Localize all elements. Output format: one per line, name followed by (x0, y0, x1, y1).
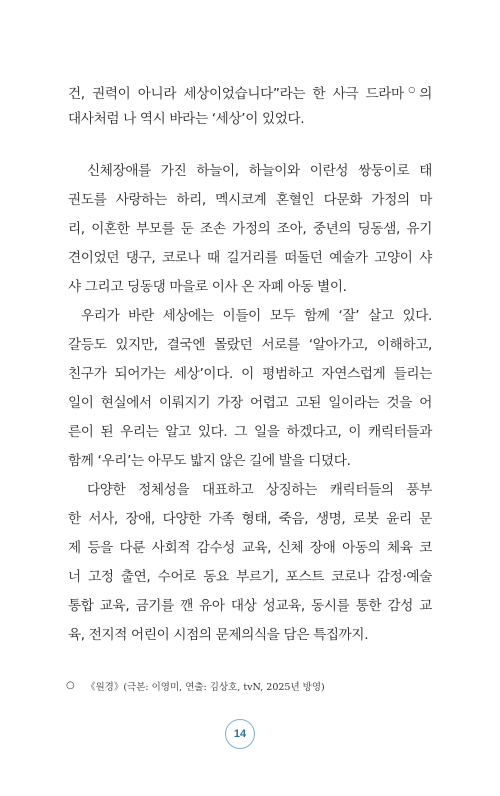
body-line: 리, 이혼한 부모를 둔 조손 가정의 조아, 중년의 딩동샘, 유기 (68, 221, 432, 237)
body-line: 샤 그리고 딩동댕 마을로 이사 온 자폐 아동 별이. (68, 279, 347, 295)
body-line (68, 80, 432, 104)
body-line: 다양한 정체성을 대표하고 상징하는 캐릭터들의 풍부 (87, 482, 432, 498)
body-line: 신체장애를 가진 하늘이, 하늘이와 이란성 쌍둥이로 태 (87, 163, 432, 179)
footnote-reference: ○ (404, 85, 419, 94)
body-line: 육, 전지적 어린이 시점의 문제의식을 담은 특집까지. (68, 627, 369, 643)
body-line: 갈등도 있지만, 결국엔 몰랐던 서로를 ‘알아가고, 이해하고, (68, 337, 432, 353)
body-line: 견이었던 댕구, 코로나 때 길거리를 떠돌던 예술가 고양이 샤 (68, 250, 432, 266)
body-line: 른이 된 우리는 알고 있다. 그 일을 하겠다고, 이 캐릭터들과 (68, 424, 432, 440)
body-line: 함께 ‘우리’는 아무도 밟지 않은 길에 발을 디뎠다. (68, 453, 351, 469)
footnote-text: 《원경》(극본: 이영미, 연출: 김상호, tvN, 2025년 방영) (86, 682, 325, 693)
page-number-badge (225, 719, 255, 749)
body-line: 통합 교육, 금기를 깬 유아 대상 성교육, 동시를 통한 감성 교 (68, 598, 432, 614)
footnote-mark: ○ (66, 680, 75, 691)
body-line: 친구가 되어가는 세상’이다. 이 평범하고 자연스럽게 들리는 (68, 366, 432, 382)
body-line: 너 고정 출연, 수어로 동요 부르기, 포스트 코로나 감정·예술 (68, 569, 432, 585)
body-line: 권도를 사랑하는 하리, 멕시코계 혼혈인 다문화 가정의 마 (68, 192, 432, 208)
body-line: 제 등을 다룬 사회적 감수성 교육, 신체 장애 아동의 체육 코 (68, 540, 432, 556)
body-text: 건, 권력이 아니라 세상이었습니다”라는 한 사극 드라마 (68, 86, 404, 102)
body-text: 의 (419, 86, 432, 102)
body-line: 우리가 바란 세상에는 이들이 모두 함께 ‘잘’ 살고 있다. (81, 308, 432, 324)
body-line: 일이 현실에서 이뤄지기 가장 어렵고 고된 일이라는 것을 어 (68, 395, 432, 411)
page-number: 14 (233, 728, 247, 740)
body-line: 대사처럼 나 역시 바라는 ‘세상’이 있었다. (68, 111, 305, 127)
body-line: 한 서사, 장애, 다양한 가족 형태, 죽음, 생명, 로봇 윤리 문 (68, 511, 432, 527)
